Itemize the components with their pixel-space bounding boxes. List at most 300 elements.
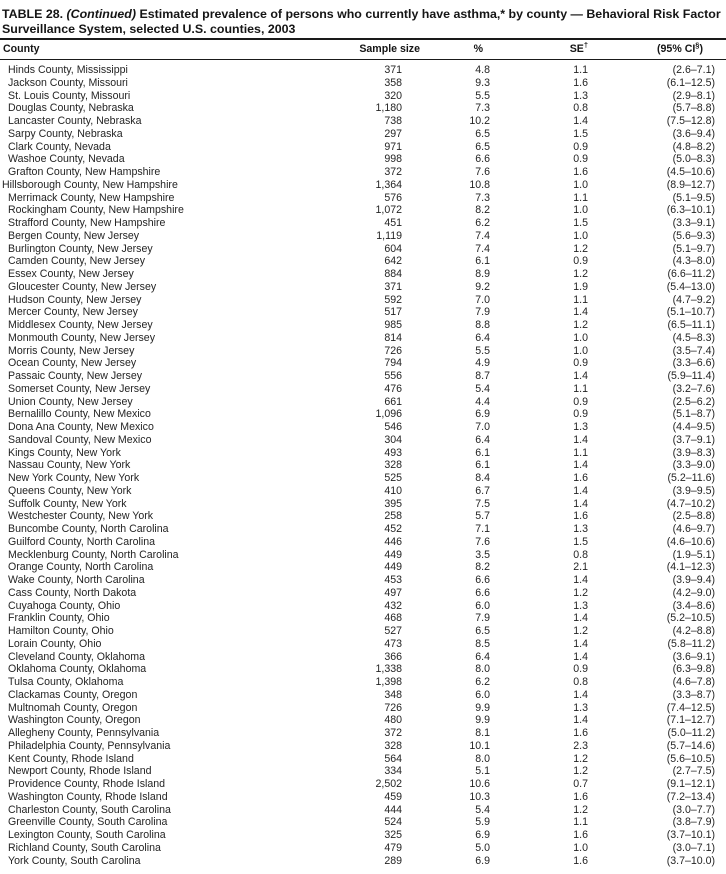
value-cell: 0.7 [573,778,588,791]
county-cell: Bergen County, New Jersey [8,229,140,242]
value-cell: 556 [384,370,402,383]
value-cell: 1.4 [573,306,588,319]
value-cell: 1.5 [573,535,588,548]
table-row [0,332,726,345]
county-cell: Grafton County, New Hampshire [8,166,161,179]
value-cell: 4.4 [475,395,490,408]
column-header-se: SE† [490,39,588,60]
value-cell: 497 [384,586,402,599]
column-header-percent: % [420,39,490,60]
value-cell: 9.2 [475,280,490,293]
value-cell: 1.2 [573,803,588,816]
value-cell: 1.6 [573,472,588,485]
continued-marker: (Continued) [66,7,137,21]
value-cell: (3.7–9.1) [672,433,715,446]
table-row [0,638,726,651]
table-row [0,434,726,447]
table-title-line2: Surveillance System, selected U.S. counties, 2003 [2,21,296,36]
value-cell: 5.9 [475,816,490,829]
value-cell: 524 [384,816,402,829]
county-cell: Lorain County, Ohio [8,637,102,650]
table-row [0,727,726,740]
value-cell: 6.4 [475,433,490,446]
county-cell: Union County, New Jersey [8,395,133,408]
value-cell: (3.0–7.7) [672,803,715,816]
table-row [0,689,726,702]
value-cell: 328 [384,459,402,472]
value-cell: (4.1–12.3) [666,561,715,574]
value-cell: 1.2 [573,625,588,638]
table-row [0,306,726,319]
value-cell: 998 [384,153,402,166]
value-cell: (5.2–10.5) [666,612,715,625]
value-cell: 8.9 [475,268,490,281]
value-cell: 6.9 [475,854,490,867]
value-cell: 1.0 [573,331,588,344]
table-row [0,192,726,205]
value-cell: 6.5 [475,127,490,140]
value-cell: 1,119 [376,229,402,242]
county-cell: Washoe County, Nevada [8,153,125,166]
value-cell: 1.6 [573,510,588,523]
county-cell: Greenville County, South Carolina [8,816,168,829]
value-cell: (6.6–11.2) [667,268,715,281]
value-cell: 576 [384,191,402,204]
value-cell: 1.4 [573,574,588,587]
value-cell: 1.1 [573,816,588,829]
county-cell: Lexington County, South Carolina [8,829,166,842]
value-cell: 8.0 [475,752,490,765]
value-cell: 0.9 [573,408,588,421]
table-row [0,396,726,409]
value-cell: (7.2–13.4) [666,790,715,803]
table-row [0,587,726,600]
value-cell: (4.6–10.6) [666,535,715,548]
table-row [0,370,726,383]
value-cell: 642 [384,255,402,268]
value-cell: (4.2–9.0) [672,586,715,599]
value-cell: 1.2 [573,242,588,255]
value-cell: 1.0 [573,841,588,854]
value-cell: 468 [384,612,402,625]
value-cell: 452 [384,523,402,536]
county-cell: Strafford County, New Hampshire [8,217,166,230]
value-cell: 1,398 [375,676,402,689]
value-cell: 7.3 [475,102,490,115]
table-row [0,294,726,307]
value-cell: 9.9 [475,701,490,714]
value-cell: 517 [384,306,402,319]
value-cell: 6.9 [475,829,490,842]
table-header [0,39,726,60]
table-row [0,345,726,358]
county-cell: Middlesex County, New Jersey [8,319,153,332]
county-cell: Merrimack County, New Hampshire [8,191,175,204]
value-cell: 971 [384,140,402,153]
value-cell: 1.6 [573,790,588,803]
county-cell: Oklahoma County, Oklahoma [8,663,147,676]
value-cell: 661 [384,395,402,408]
value-cell: 1.6 [573,76,588,89]
value-cell: (6.1–12.5) [666,76,715,89]
value-cell: 2.3 [573,739,588,752]
value-cell: 884 [384,268,402,281]
value-cell: (6.3–9.8) [672,663,715,676]
county-cell: Buncombe County, North Carolina [8,523,169,536]
value-cell: 4.9 [475,357,490,370]
value-cell: 446 [384,535,402,548]
value-cell: 0.9 [573,140,588,153]
value-cell: 1.4 [573,612,588,625]
county-cell: Morris County, New Jersey [8,344,135,357]
value-cell: 592 [384,293,402,306]
county-cell: Sandoval County, New Mexico [8,433,152,446]
value-cell: 1,180 [375,102,402,115]
county-cell: Richland County, South Carolina [8,841,161,854]
value-cell: 325 [384,829,402,842]
table-row [0,549,726,562]
table-row [0,60,726,77]
table-row [0,166,726,179]
value-cell: 8.7 [475,370,490,383]
value-cell: (5.7–14.6) [666,739,715,752]
table-row [0,447,726,460]
value-cell: 1,364 [375,178,402,191]
value-cell: 1,072 [375,204,402,217]
value-cell: 1.6 [573,829,588,842]
value-cell: 0.8 [573,676,588,689]
table-row [0,612,726,625]
value-cell: 0.9 [573,357,588,370]
county-cell: Multnomah County, Oregon [8,701,138,714]
value-cell: 738 [384,115,402,128]
table-row [0,421,726,434]
value-cell: (4.2–8.8) [672,625,715,638]
value-cell: (8.9–12.7) [666,178,715,191]
table-row [0,179,726,192]
value-cell: 6.5 [475,625,490,638]
value-cell: (5.6–10.5) [666,752,715,765]
table-row [0,600,726,613]
value-cell: 1.2 [573,268,588,281]
value-cell: 6.4 [475,331,490,344]
value-cell: 3.5 [475,548,490,561]
value-cell: 9.9 [475,714,490,727]
value-cell: 1.4 [573,650,588,663]
value-cell: 10.3 [469,790,490,803]
value-cell: 564 [384,752,402,765]
value-cell: 1.4 [573,714,588,727]
county-cell: Washington County, Oregon [8,714,141,727]
value-cell: 7.9 [475,612,490,625]
value-cell: (4.3–8.0) [672,255,715,268]
value-cell: 1.1 [573,382,588,395]
value-cell: (4.5–8.3) [672,331,715,344]
value-cell: 1.5 [573,217,588,230]
value-cell: 7.5 [475,497,490,510]
county-cell: Mercer County, New Jersey [8,306,138,319]
county-cell: Kent County, Rhode Island [8,752,134,765]
value-cell: 1.1 [573,446,588,459]
value-cell: 7.3 [475,191,490,204]
value-cell: 1.2 [573,319,588,332]
table-row [0,676,726,689]
county-cell: Monmouth County, New Jersey [8,331,155,344]
value-cell: 1.4 [573,433,588,446]
value-cell: 1.1 [573,64,588,77]
value-cell: 8.1 [475,727,490,740]
table-row [0,498,726,511]
table-body [0,60,726,868]
value-cell: (4.4–9.5) [672,421,715,434]
value-cell: 0.9 [573,255,588,268]
value-cell: (3.3–8.7) [672,688,715,701]
value-cell: 6.1 [475,255,490,268]
value-cell: (4.7–10.2) [666,497,715,510]
county-cell: Hillsborough County, New Hampshire [2,178,178,191]
county-cell: Nassau County, New York [8,459,131,472]
table-row [0,268,726,281]
value-cell: 0.9 [573,395,588,408]
value-cell: 8.5 [475,637,490,650]
value-cell: 985 [384,319,402,332]
value-cell: 1.0 [573,204,588,217]
county-cell: Ocean County, New Jersey [8,357,137,370]
table-row [0,561,726,574]
value-cell: (3.3–6.6) [672,357,715,370]
value-cell: (3.9–8.3) [672,446,715,459]
value-cell: 5.5 [475,344,490,357]
value-cell: (3.8–7.9) [672,816,715,829]
value-cell: 1.0 [573,178,588,191]
value-cell: 1.4 [573,459,588,472]
county-cell: Hudson County, New Jersey [8,293,142,306]
value-cell: (3.9–9.4) [672,574,715,587]
value-cell: (3.7–10.0) [666,854,715,867]
value-cell: 7.9 [475,306,490,319]
value-cell: 372 [384,166,402,179]
county-cell: Kings County, New York [8,446,121,459]
value-cell: (5.0–11.2) [667,727,715,740]
table-row [0,778,726,791]
county-cell: Franklin County, Ohio [8,612,110,625]
table-row [0,485,726,498]
table-row [0,230,726,243]
value-cell: 4.8 [475,64,490,77]
value-cell: 8.2 [475,204,490,217]
value-cell: 1.2 [573,765,588,778]
value-cell: 1.5 [573,127,588,140]
value-cell: (5.1–9.5) [672,191,715,204]
value-cell: 1.2 [573,752,588,765]
value-cell: (3.3–9.1) [672,217,715,230]
value-cell: 6.6 [475,586,490,599]
value-cell: 348 [384,688,402,701]
county-cell: Sarpy County, Nebraska [8,127,123,140]
value-cell: 297 [384,127,402,140]
value-cell: 1,096 [375,408,402,421]
county-cell: Tulsa County, Oklahoma [8,676,124,689]
value-cell: 480 [384,714,402,727]
value-cell: 1.4 [573,115,588,128]
value-cell: 5.4 [475,382,490,395]
value-cell: 9.3 [475,76,490,89]
value-cell: 8.0 [475,663,490,676]
value-cell: 1.4 [573,370,588,383]
value-cell: 794 [384,357,402,370]
value-cell: (3.6–9.1) [672,650,715,663]
value-cell: (4.8–8.2) [672,140,715,153]
value-cell: 371 [384,64,402,77]
value-cell: (5.7–8.8) [672,102,715,115]
value-cell: 473 [384,637,402,650]
value-cell: 10.2 [469,115,490,128]
value-cell: 6.7 [475,484,490,497]
value-cell: 432 [384,599,402,612]
value-cell: 444 [384,803,402,816]
county-cell: Jackson County, Missouri [8,76,128,89]
value-cell: 10.1 [469,739,490,752]
value-cell: 7.4 [475,242,490,255]
value-cell: (5.9–11.4) [667,370,715,383]
value-cell: 1.2 [573,586,588,599]
table-row [0,357,726,370]
value-cell: 479 [384,841,402,854]
value-cell: (5.1–9.7) [672,242,715,255]
county-cell: Dona Ana County, New Mexico [8,421,154,434]
value-cell: 258 [384,510,402,523]
table-row [0,408,726,421]
value-cell: 0.9 [573,663,588,676]
value-cell: (3.4–8.6) [672,599,715,612]
column-header-ci: (95% CI§) [588,39,726,60]
county-cell: Hamilton County, Ohio [8,625,114,638]
value-cell: 6.4 [475,650,490,663]
header-row [0,39,726,60]
column-header-county: County [0,39,325,60]
value-cell: 7.4 [475,229,490,242]
value-cell: 6.0 [475,599,490,612]
table-row [0,625,726,638]
table-row [0,842,726,855]
table-row [0,281,726,294]
value-cell: (7.4–12.5) [666,701,715,714]
value-cell: 493 [384,446,402,459]
value-cell: 449 [384,561,402,574]
table-row [0,740,726,753]
table-row [0,753,726,766]
value-cell: (3.5–7.4) [672,344,715,357]
column-header-sample-size: Sample size [325,39,420,60]
county-cell: Philadelphia County, Pennsylvania [8,739,171,752]
value-cell: 1.1 [573,293,588,306]
county-cell: Hinds County, Mississippi [8,64,128,77]
county-cell: Mecklenburg County, North Carolina [8,548,179,561]
value-cell: (3.9–9.5) [672,484,715,497]
value-cell: 8.2 [475,561,490,574]
value-cell: 7.6 [475,535,490,548]
table-row [0,765,726,778]
value-cell: 6.5 [475,140,490,153]
value-cell: 1.4 [573,497,588,510]
county-cell: Somerset County, New Jersey [8,382,151,395]
value-cell: (5.1–8.7) [672,408,715,421]
value-cell: 10.8 [469,178,490,191]
table-row [0,816,726,829]
table-row [0,383,726,396]
value-cell: 0.9 [573,153,588,166]
value-cell: (3.2–7.6) [672,382,715,395]
county-cell: Douglas County, Nebraska [8,102,134,115]
value-cell: 453 [384,574,402,587]
value-cell: 1.3 [573,421,588,434]
value-cell: 451 [384,217,402,230]
value-cell: 1.4 [573,688,588,701]
value-cell: 2.1 [573,561,588,574]
value-cell: (9.1–12.1) [666,778,715,791]
value-cell: 8.8 [475,319,490,332]
value-cell: (3.3–9.0) [672,459,715,472]
value-cell: 6.6 [475,574,490,587]
table-row [0,472,726,485]
table-title-text: Estimated prevalence of persons who currently have asthma,* by county — Behavioral Risk Factor [139,7,721,21]
value-cell: 726 [384,344,402,357]
county-cell: Charleston County, South Carolina [8,803,171,816]
value-cell: 1.3 [573,523,588,536]
value-cell: (5.0–8.3) [672,153,715,166]
value-cell: 1.6 [573,166,588,179]
prevalence-table [0,38,726,867]
county-cell: Clackamas County, Oregon [8,688,138,701]
value-cell: (4.7–9.2) [672,293,715,306]
value-cell: (2.7–7.5) [672,765,715,778]
value-cell: (5.2–11.6) [667,472,715,485]
value-cell: (2.9–8.1) [672,89,715,102]
table-row [0,128,726,141]
value-cell: 6.9 [475,408,490,421]
table-row [0,714,726,727]
table-row [0,90,726,103]
value-cell: 328 [384,739,402,752]
table-row [0,459,726,472]
value-cell: 1.0 [573,344,588,357]
value-cell: (2.5–6.2) [672,395,715,408]
county-cell: Newport County, Rhode Island [8,765,152,778]
county-cell: Rockingham County, New Hampshire [8,204,184,217]
table-row [0,574,726,587]
value-cell: 358 [384,76,402,89]
value-cell: (3.0–7.1) [672,841,715,854]
county-cell: New York County, New York [8,472,140,485]
value-cell: (2.5–8.8) [672,510,715,523]
value-cell: 726 [384,701,402,714]
table-row [0,77,726,90]
table-row [0,255,726,268]
table-row [0,855,726,868]
table-row [0,791,726,804]
value-cell: 334 [384,765,402,778]
county-cell: Bernalillo County, New Mexico [8,408,151,421]
value-cell: 0.8 [573,102,588,115]
value-cell: 5.7 [475,510,490,523]
value-cell: 371 [384,280,402,293]
value-cell: 2,502 [375,778,402,791]
value-cell: 5.1 [475,765,490,778]
county-cell: Passaic County, New Jersey [8,370,143,383]
value-cell: 7.6 [475,166,490,179]
table-row [0,141,726,154]
value-cell: 7.0 [475,421,490,434]
